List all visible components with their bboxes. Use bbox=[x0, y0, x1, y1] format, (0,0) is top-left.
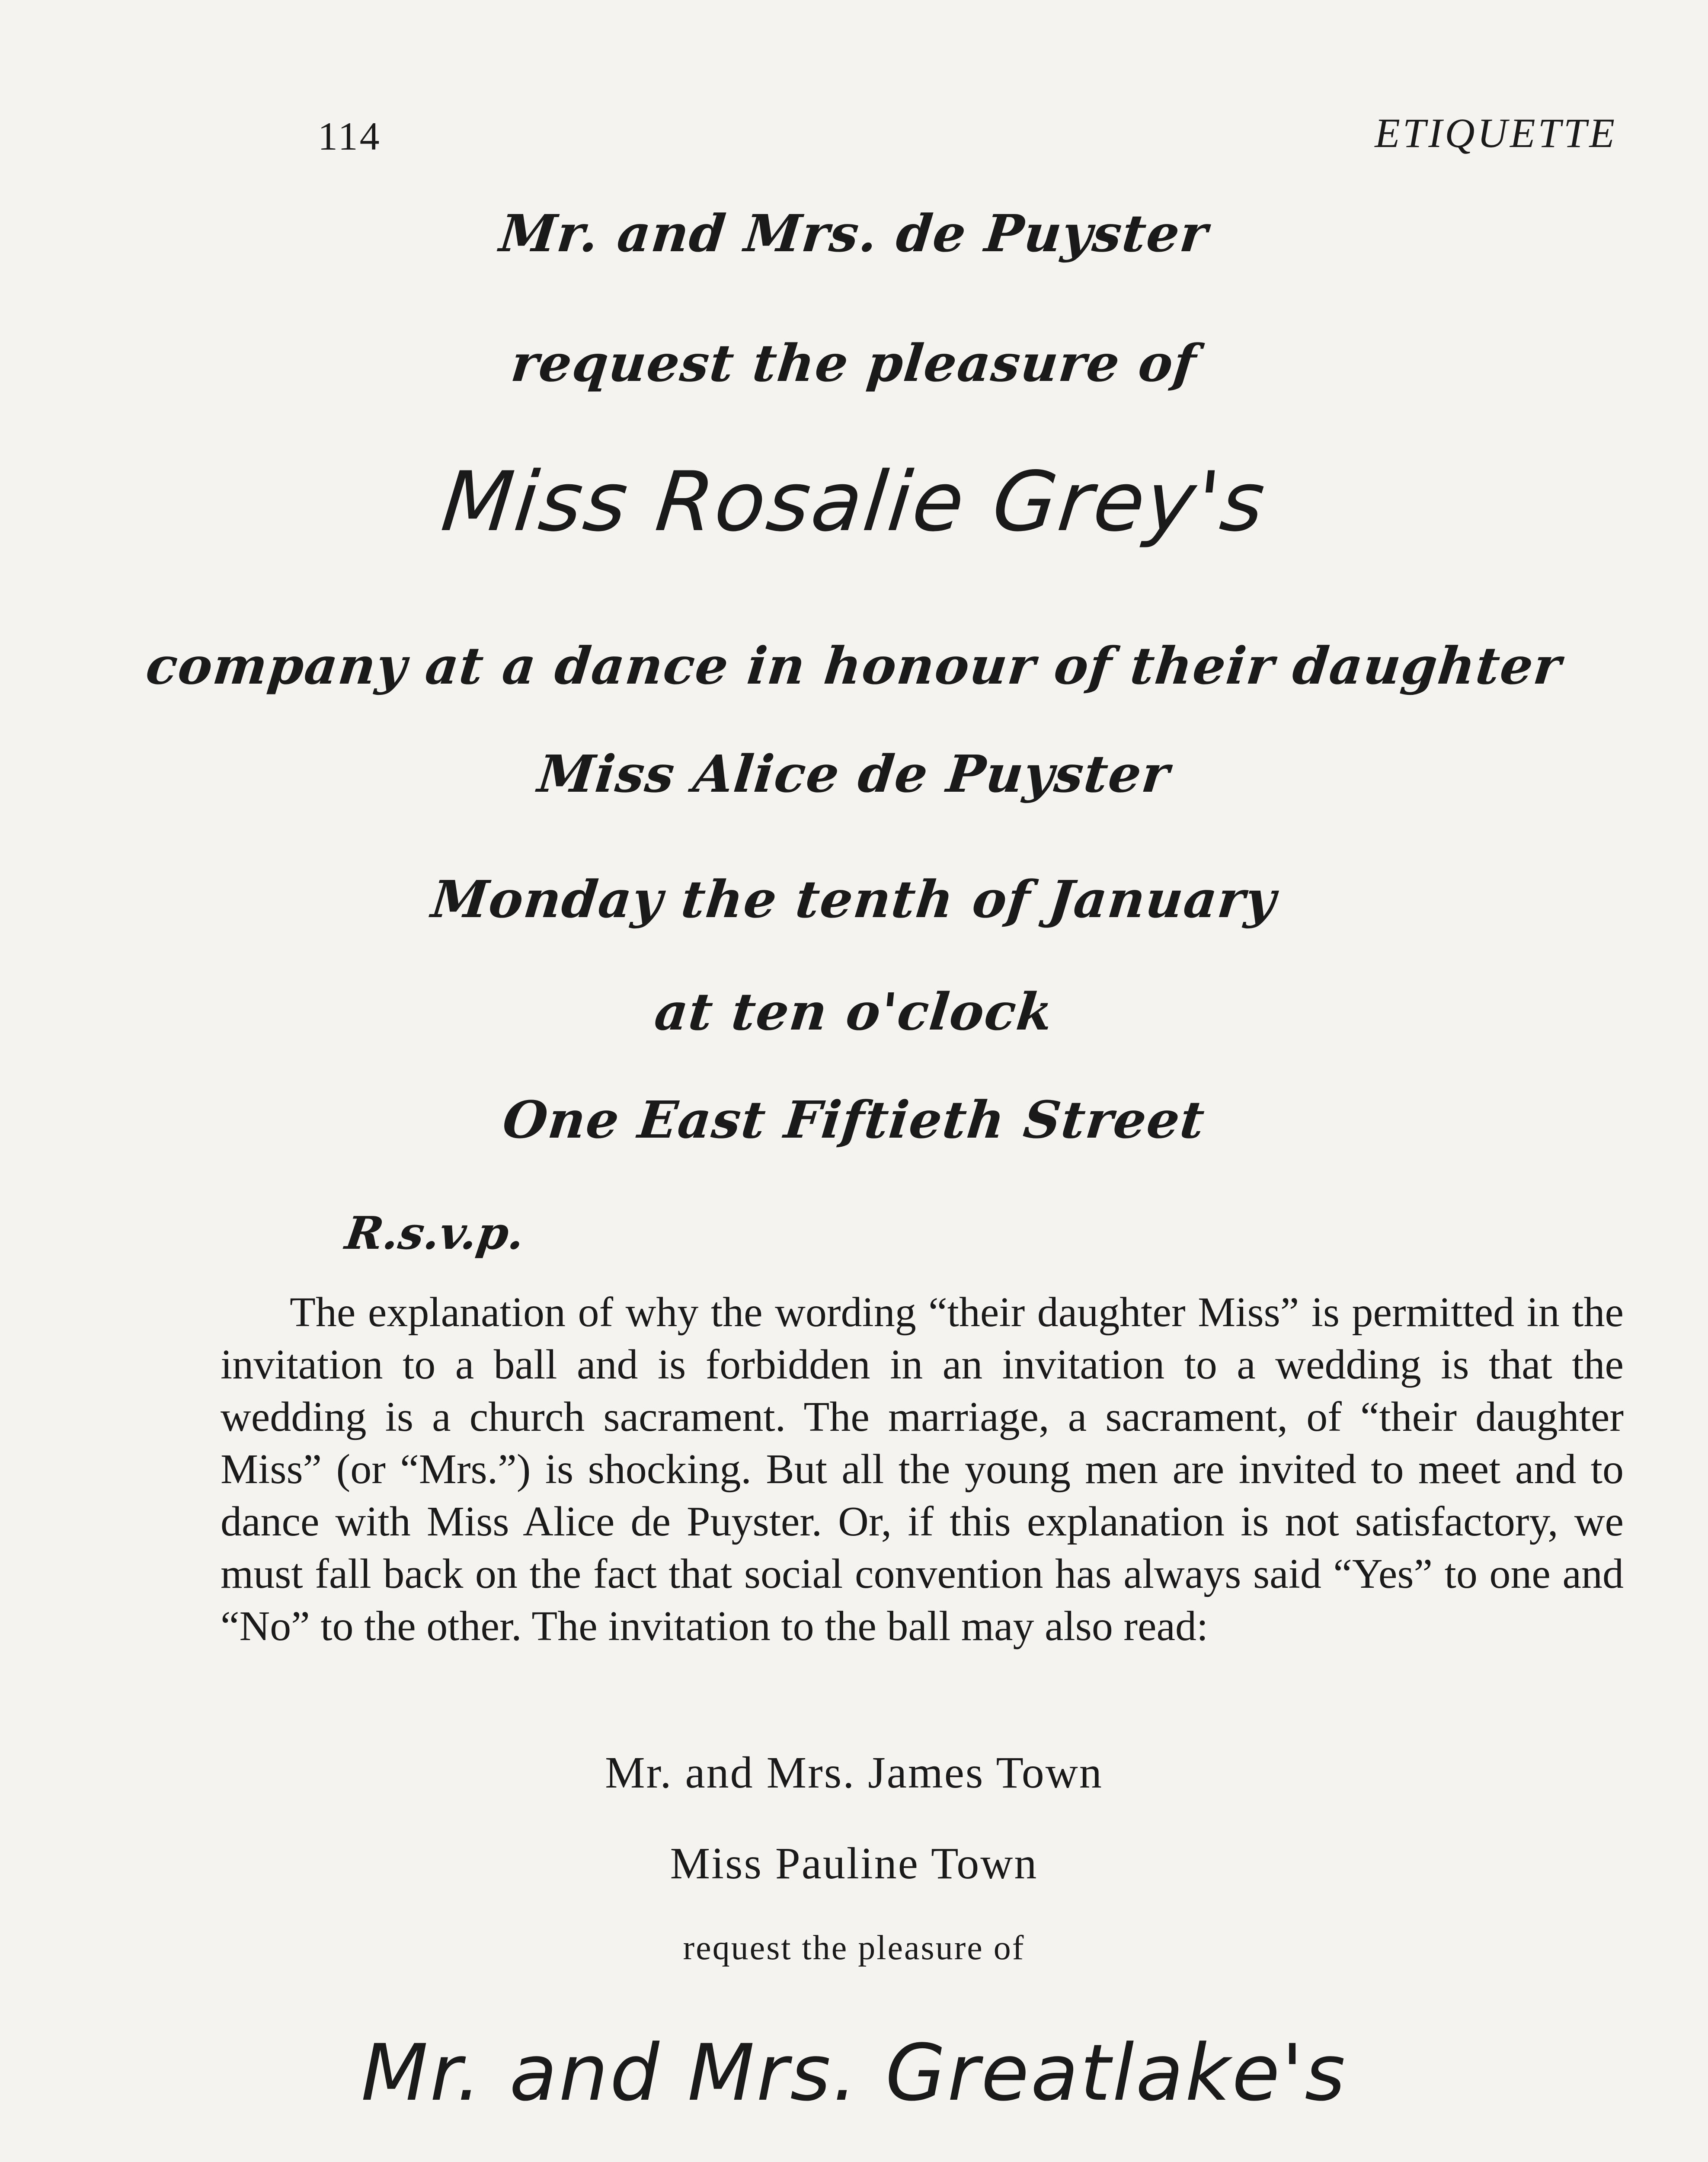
invitation-guest: Mr. and Mrs. Greatlake's bbox=[361, 2028, 1347, 2118]
page-number: 114 bbox=[318, 114, 381, 158]
invitation-rsvp: R.s.v.p. bbox=[342, 1206, 528, 1260]
invitation-honoree: Miss Alice de Puyster bbox=[535, 744, 1173, 804]
invitation-co-host: Miss Pauline Town bbox=[670, 1839, 1038, 1888]
invitation-request: request the pleasure of bbox=[683, 1929, 1025, 1967]
running-head: ETIQUETTE bbox=[1375, 110, 1617, 156]
invitation-guest: Miss Rosalie Grey's bbox=[437, 454, 1271, 550]
invitation-time: at ten o'clock bbox=[652, 982, 1056, 1042]
invitation-occasion: company at a dance in honour of their daughter bbox=[143, 636, 1565, 696]
invitation-date: Monday the tenth of January bbox=[429, 869, 1279, 929]
explanation-paragraph: The explanation of why the wording “their daughter Miss” is permitted in the invitation to a ball and is forbidden in an invitation to a wedding is that the wedding is a church sacrament. The marriage, a sacrament, of “their daughter Miss” (or “Mrs.”) is shocking. But all the young men are invited to meet and to dance with Miss Alice de Puyster. Or, if this explanation is not satisfactory, we must fall back on the fact that social convention has always said “Yes” to one and “No” to the other. The invitation to the ball may also read: bbox=[221, 1289, 1624, 1650]
invitation-address: One East Fiftieth Street bbox=[500, 1090, 1208, 1150]
invitation-hosts: Mr. and Mrs. de Puyster bbox=[497, 203, 1211, 263]
invitation-request: request the pleasure of bbox=[508, 333, 1200, 393]
invitation-hosts: Mr. and Mrs. James Town bbox=[605, 1748, 1103, 1797]
